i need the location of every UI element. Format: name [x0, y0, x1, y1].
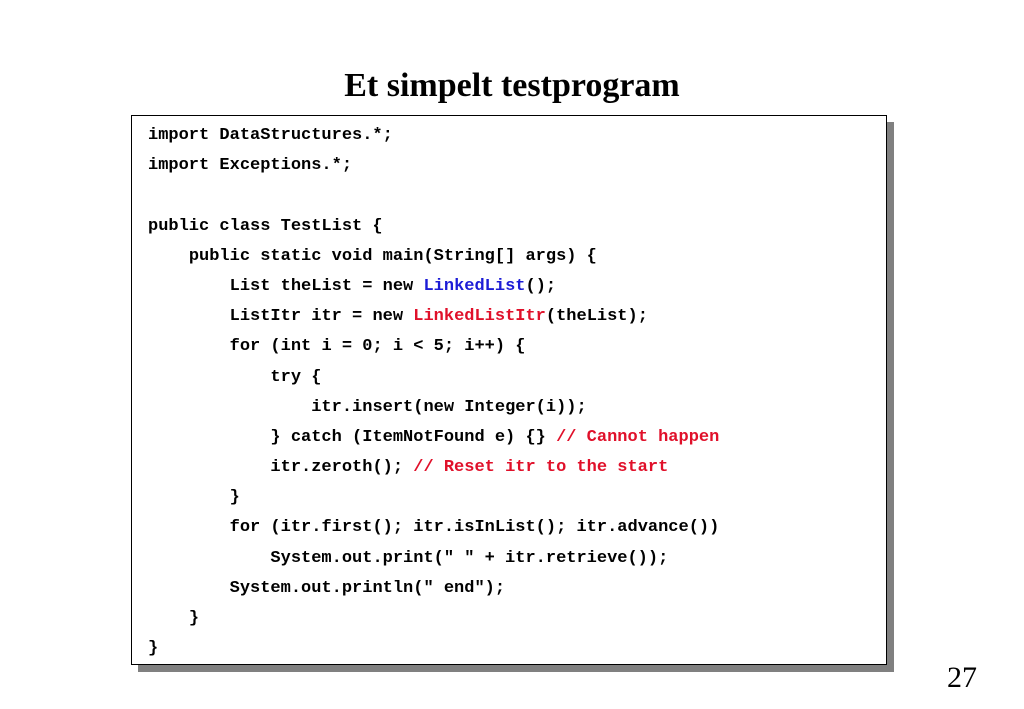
code-indent: [148, 337, 230, 356]
code-line: [148, 151, 719, 181]
code-line: [148, 212, 719, 242]
code-box: [131, 115, 887, 665]
code-token: System.out.println(" end");: [229, 578, 506, 598]
code-line: [148, 272, 719, 302]
code-token: }: [148, 639, 159, 659]
code-token: System.out.print(" " + itr.retrieve());: [270, 548, 669, 568]
code-token: try {: [270, 367, 322, 387]
code-token: for (itr.first(); itr.isInList(); itr.advance()): [229, 518, 720, 538]
code-indent: [148, 518, 230, 537]
code-listing: [148, 121, 719, 664]
code-indent: [148, 458, 270, 477]
code-line: [148, 423, 719, 453]
code-line: [148, 483, 719, 513]
code-line: [148, 453, 719, 483]
code-line: [148, 604, 719, 634]
code-indent: [148, 247, 189, 266]
code-line: [148, 544, 719, 574]
code-indent: [148, 579, 230, 598]
code-token: (theList);: [545, 307, 648, 327]
code-token: itr.insert(new Integer(i));: [311, 397, 587, 417]
code-indent: [148, 609, 189, 628]
code-token: ListItr itr = new: [229, 307, 414, 327]
code-indent: [148, 398, 311, 417]
code-indent: [148, 549, 270, 568]
code-token: ();: [525, 276, 557, 296]
page-number: 27: [947, 661, 977, 694]
code-line: [148, 121, 719, 151]
code-token: itr.zeroth();: [270, 458, 414, 478]
code-line: [148, 363, 719, 393]
code-indent: [148, 368, 270, 387]
code-line: [148, 393, 719, 423]
code-line: [148, 574, 719, 604]
code-token: import DataStructures.*;: [148, 126, 393, 145]
code-indent: [148, 307, 230, 326]
code-line: [148, 242, 719, 272]
code-token: for (int i = 0; i < 5; i++) {: [229, 337, 526, 357]
code-line: [148, 332, 719, 362]
code-highlight: LinkedListItr: [413, 307, 546, 327]
code-token: public static void main(String[] args) {: [188, 246, 597, 266]
code-indent: [148, 428, 270, 447]
code-line: [148, 513, 719, 543]
code-comment: // Reset itr to the start: [413, 458, 669, 478]
slide-title: Et simpelt testprogram: [344, 67, 680, 104]
code-token: import Exceptions.*;: [148, 156, 353, 176]
code-token: } catch (ItemNotFound e) {}: [270, 427, 557, 447]
code-blank-line: [148, 181, 719, 211]
code-token: List theList = new: [229, 276, 424, 296]
code-line: [148, 634, 719, 664]
code-indent: [148, 277, 230, 296]
code-comment: // Cannot happen: [556, 427, 720, 447]
code-line: [148, 302, 719, 332]
code-highlight: LinkedList: [423, 276, 526, 296]
code-indent: [148, 488, 230, 507]
code-token: }: [188, 609, 200, 628]
code-token: }: [229, 488, 240, 508]
code-token: public class TestList {: [148, 216, 383, 236]
